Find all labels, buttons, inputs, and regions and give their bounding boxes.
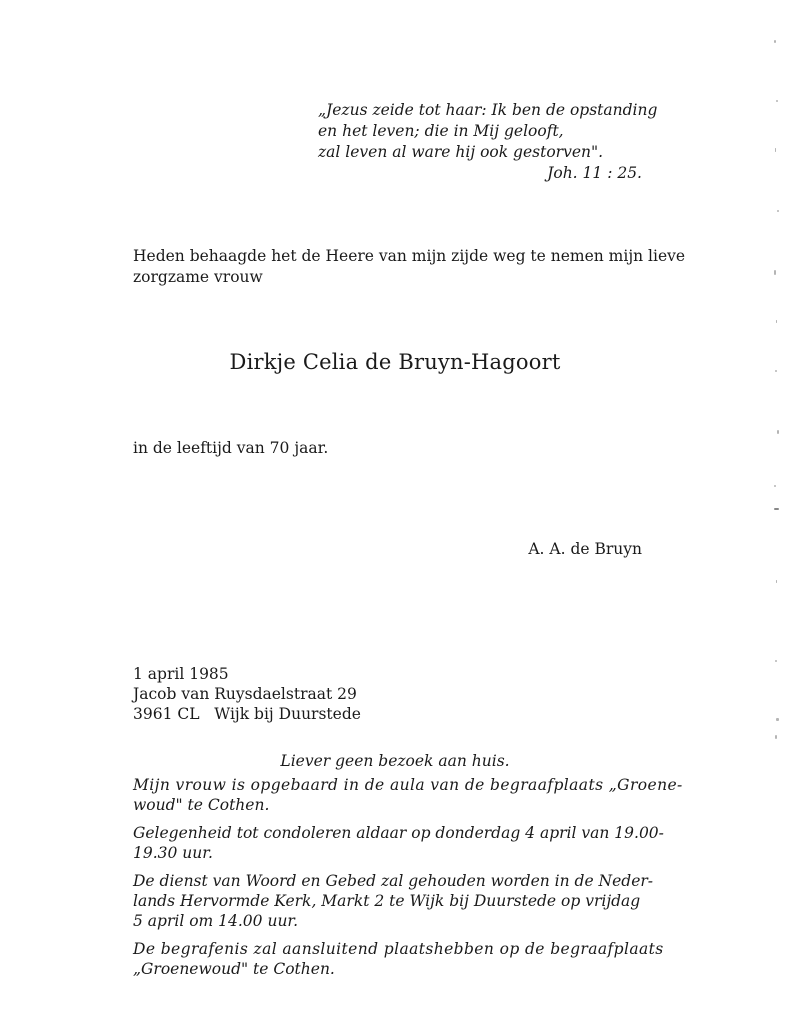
scan-speck xyxy=(775,735,777,739)
scan-speck xyxy=(775,148,776,152)
scan-edge-marks xyxy=(768,20,788,1020)
deceased-name: Dirkje Celia de Bruyn-Hagoort xyxy=(229,350,561,374)
scan-speck xyxy=(777,430,779,434)
scan-speck xyxy=(774,485,776,487)
detail-laid-out-line-1: Mijn vrouw is opgebaard in de aula van de begraafplaats „Groene- xyxy=(133,776,683,794)
street-address: Jacob van Ruysdaelstraat 29 xyxy=(133,685,357,703)
detail-service-line-3: 5 april om 14.00 uur. xyxy=(133,912,299,930)
scan-speck xyxy=(774,270,776,275)
detail-service-line-1: De dienst van Woord en Gebed zal gehouden worden in de Neder- xyxy=(133,872,654,890)
detail-laid-out-line-2: woud" te Cothen. xyxy=(133,796,270,814)
quote-line-2: en het leven; die in Mij gelooft, xyxy=(318,122,564,140)
scan-speck xyxy=(776,100,778,102)
scan-speck xyxy=(777,210,779,212)
notice-date: 1 april 1985 xyxy=(133,665,229,683)
detail-burial-line-1: De begrafenis zal aansluitend plaatshebben op de begraafplaats xyxy=(133,940,664,958)
detail-service-line-2: lands Hervormde Kerk, Markt 2 te Wijk bij Duurstede op vrijdag xyxy=(133,892,641,910)
detail-condolence-line-1: Gelegenheid tot condoleren aldaar op donderdag 4 april van 19.00- xyxy=(133,824,664,842)
quote-line-3: zal leven al ware hij ook gestorven". xyxy=(318,143,604,161)
scan-speck xyxy=(774,40,776,43)
quote-reference: Joh. 11 : 25. xyxy=(547,164,642,182)
scan-speck xyxy=(775,370,777,372)
signer-name: A. A. de Bruyn xyxy=(528,540,642,558)
quote-line-1: „Jezus zeide tot haar: Ik ben de opstanding xyxy=(318,101,658,119)
scan-speck xyxy=(775,660,777,662)
no-visits-note: Liever geen bezoek aan huis. xyxy=(280,752,510,770)
announcement-line-1: Heden behaagde het de Heere van mijn zijde weg te nemen mijn lieve xyxy=(133,247,686,265)
scan-speck xyxy=(776,718,779,721)
postal-city: 3961 CL Wijk bij Duurstede xyxy=(133,705,361,723)
announcement-line-2: zorgzame vrouw xyxy=(133,268,263,286)
detail-burial-line-2: „Groenewoud" te Cothen. xyxy=(133,960,335,978)
detail-condolence-line-2: 19.30 uur. xyxy=(133,844,213,862)
scan-speck xyxy=(776,580,777,583)
age-line: in de leeftijd van 70 jaar. xyxy=(133,439,329,457)
scan-speck xyxy=(776,320,777,323)
scan-speck xyxy=(774,508,779,510)
